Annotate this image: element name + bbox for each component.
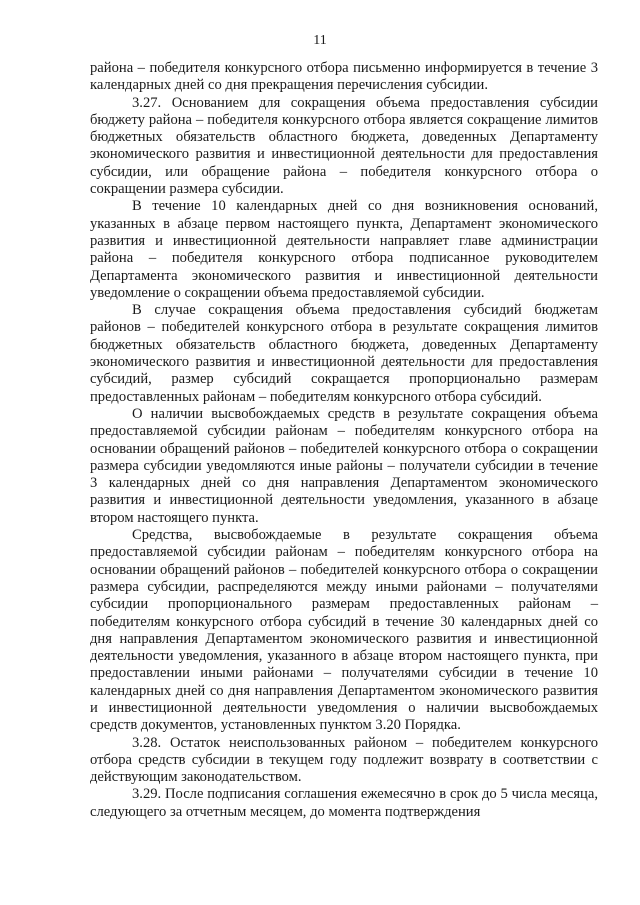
paragraph-notification-deadline: В течение 10 календарных дней со дня возникновения оснований, указанных в абзаце первом настоящего пункта, Департамент экономического развития и инвестиционной деятельности направляет главе администрации района – победителя конкурсного отбора подписанное руководителем Департамента экономического развития и инвестиционной деятельности уведомление о сокращении объема предоставляемой субсидии. [90, 198, 598, 301]
paragraph-released-funds-distribution: Средства, высвобождаемые в результате сокращения объема предоставляемой субсидии районам – победителям конкурсного отбора на основании обращений районов – победителей конкурсного отбора о сокращении размера субсидии, распределяются между иными районами – получателями субсидии пропорционального размерам предоставленных районам – победителям конкурсного отбора субсидий в течение 30 календарных дней со дня направления Департаментом экономического развития и инвестиционной деятельности уведомления, указанного в абзаце втором настоящего пункта, при предоставлении иными районами – получателями субсидии в течение 10 календарных дней со дня направления Департаментом экономического развития и инвестиционной деятельности уведомления о наличии высвобождаемых средств документов, установленных пунктом 3.20 Порядка. [90, 527, 598, 734]
document-body [90, 60, 598, 821]
paragraph-3-28: 3.28. Остаток неиспользованных районом – победителем конкурсного отбора средств субсидии в текущем году подлежит возврату в соответствии с действующим законодательством. [90, 734, 598, 786]
paragraph-3-29: 3.29. После подписания соглашения ежемесячно в срок до 5 числа месяца, следующего за отчетным месяцем, до момента подтверждения [90, 786, 598, 820]
paragraph-3-27: 3.27. Основанием для сокращения объема предоставления субсидии бюджету района – победителя конкурсного отбора является сокращение лимитов бюджетных обязательств областного бюджета, доведенных Департаменту экономического развития и инвестиционной деятельности для предоставления субсидии, или обращение района – победителя конкурсного отбора о сокращении размера субсидии. [90, 94, 598, 198]
paragraph-proportional-reduction: В случае сокращения объема предоставления субсидий бюджетам районов – победителей конкурсного отбора в результате сокращения лимитов бюджетных обязательств областного бюджета, доведенных Департаменту экономического развития и инвестиционной деятельности для предоставления субсидий, размер субсидий сокращается пропорционально размерам предоставленных районам – победителям конкурсного отбора субсидий. [90, 302, 598, 405]
paragraph-continuation: района – победителя конкурсного отбора письменно информируется в течение 3 календарных дней со дня прекращения перечисления субсидии. [90, 60, 598, 94]
paragraph-released-funds-notice: О наличии высвобождаемых средств в результате сокращения объема предоставляемой субсидии районам – победителям конкурсного отбора на основании обращений районов – победителей конкурсного отбора о сокращении размера субсидии уведомляются иные районы – получатели субсидии в течение 3 календарных дней со дня направления Департаментом экономического развития и инвестиционной деятельности уведомления, указанного в абзаце втором настоящего пункта. [90, 405, 598, 526]
page-number: 11 [313, 33, 327, 48]
